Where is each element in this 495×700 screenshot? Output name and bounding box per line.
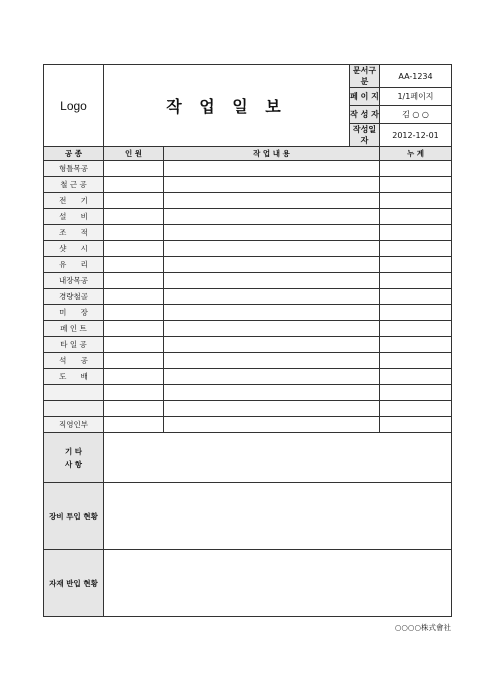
cumulative-cell[interactable] [380, 353, 452, 369]
workers-cell[interactable] [104, 353, 164, 369]
cumulative-cell[interactable] [380, 241, 452, 257]
trade-label: 페 인 트 [44, 321, 104, 337]
table-row [44, 241, 452, 257]
work-content-cell[interactable] [164, 241, 380, 257]
cumulative-cell[interactable] [380, 321, 452, 337]
cumulative-cell[interactable] [380, 177, 452, 193]
work-content-cell[interactable] [164, 337, 380, 353]
field-label-doc-type: 문서구분 [350, 65, 380, 88]
column-header-workers: 인 원 [104, 147, 164, 161]
table-row [44, 369, 452, 385]
cumulative-cell[interactable] [380, 161, 452, 177]
company-name: ○○○○株式會社 [394, 623, 451, 632]
table-row [44, 225, 452, 241]
work-content-cell[interactable] [164, 209, 380, 225]
table-row [44, 337, 452, 353]
cumulative-cell[interactable] [380, 225, 452, 241]
table-row [44, 289, 452, 305]
work-content-cell[interactable] [164, 289, 380, 305]
misc-notes-label: 기 타 사 항 [44, 433, 104, 483]
materials-status-label: 자재 반입 현황 [44, 550, 104, 617]
trade-label: 철 근 공 [44, 177, 104, 193]
work-content-cell[interactable] [164, 161, 380, 177]
work-content-cell[interactable] [164, 321, 380, 337]
work-content-cell[interactable] [164, 369, 380, 385]
column-header-trade: 공 종 [44, 147, 104, 161]
document-title: 작 업 일 보 [104, 65, 350, 147]
trade-label: 형틀목공 [44, 161, 104, 177]
equipment-status-label: 장비 투입 현황 [44, 483, 104, 550]
workers-cell[interactable] [104, 257, 164, 273]
table-row [44, 385, 452, 401]
logo: Logo [44, 65, 104, 147]
cumulative-cell[interactable] [380, 337, 452, 353]
field-value-doc-type: AA-1234 [380, 65, 452, 88]
cumulative-cell[interactable] [380, 401, 452, 417]
cumulative-cell[interactable] [380, 289, 452, 305]
table-row [44, 209, 452, 225]
cumulative-cell[interactable] [380, 385, 452, 401]
workers-cell[interactable] [104, 305, 164, 321]
trade-label: 석 공 [44, 353, 104, 369]
cumulative-cell[interactable] [380, 417, 452, 433]
table-row [44, 321, 452, 337]
work-content-cell[interactable] [164, 225, 380, 241]
workers-cell[interactable] [104, 225, 164, 241]
work-content-cell[interactable] [164, 417, 380, 433]
table-row [44, 401, 452, 417]
trade-label: 조 적 [44, 225, 104, 241]
field-label-page: 페 이 지 [350, 88, 380, 106]
trade-label: 경량철골 [44, 289, 104, 305]
workers-cell[interactable] [104, 401, 164, 417]
trade-label: 도 배 [44, 369, 104, 385]
trade-label: 직영인부 [44, 417, 104, 433]
trade-label: 설 비 [44, 209, 104, 225]
workers-cell[interactable] [104, 161, 164, 177]
work-content-cell[interactable] [164, 177, 380, 193]
misc-notes-field[interactable] [104, 433, 452, 483]
trade-rows [44, 161, 452, 433]
cumulative-cell[interactable] [380, 257, 452, 273]
trade-label: 내장목공 [44, 273, 104, 289]
trade-label [44, 401, 104, 417]
work-content-cell[interactable] [164, 305, 380, 321]
report-table [43, 64, 452, 617]
workers-cell[interactable] [104, 417, 164, 433]
field-label-date: 작성일자 [350, 124, 380, 147]
workers-cell[interactable] [104, 337, 164, 353]
table-row [44, 161, 452, 177]
workers-cell[interactable] [104, 289, 164, 305]
table-row [44, 305, 452, 321]
column-header-total: 누 계 [380, 147, 452, 161]
workers-cell[interactable] [104, 321, 164, 337]
cumulative-cell[interactable] [380, 305, 452, 321]
cumulative-cell[interactable] [380, 209, 452, 225]
field-value-date: 2012-12-01 [380, 124, 452, 147]
table-row [44, 417, 452, 433]
table-row [44, 257, 452, 273]
workers-cell[interactable] [104, 177, 164, 193]
equipment-status-field[interactable] [104, 483, 452, 550]
work-content-cell[interactable] [164, 273, 380, 289]
trade-label: 미 장 [44, 305, 104, 321]
work-content-cell[interactable] [164, 385, 380, 401]
work-content-cell[interactable] [164, 353, 380, 369]
table-row [44, 177, 452, 193]
workers-cell[interactable] [104, 193, 164, 209]
table-row [44, 273, 452, 289]
trade-label: 샷 시 [44, 241, 104, 257]
daily-work-report-form [43, 64, 451, 617]
cumulative-cell[interactable] [380, 273, 452, 289]
column-header-content: 작 업 내 용 [164, 147, 380, 161]
table-row [44, 353, 452, 369]
field-value-page: 1/1페이지 [380, 88, 452, 106]
trade-label: 타 일 공 [44, 337, 104, 353]
workers-cell[interactable] [104, 369, 164, 385]
workers-cell[interactable] [104, 209, 164, 225]
field-value-author: 김 ○ ○ [380, 106, 452, 124]
work-content-cell[interactable] [164, 193, 380, 209]
work-content-cell[interactable] [164, 401, 380, 417]
cumulative-cell[interactable] [380, 193, 452, 209]
workers-cell[interactable] [104, 273, 164, 289]
cumulative-cell[interactable] [380, 369, 452, 385]
trade-label: 전 기 [44, 193, 104, 209]
trade-label: 유 리 [44, 257, 104, 273]
table-row [44, 193, 452, 209]
trade-label [44, 385, 104, 401]
workers-cell[interactable] [104, 385, 164, 401]
work-content-cell[interactable] [164, 257, 380, 273]
materials-status-field[interactable] [104, 550, 452, 617]
field-label-author: 작 성 자 [350, 106, 380, 124]
workers-cell[interactable] [104, 241, 164, 257]
